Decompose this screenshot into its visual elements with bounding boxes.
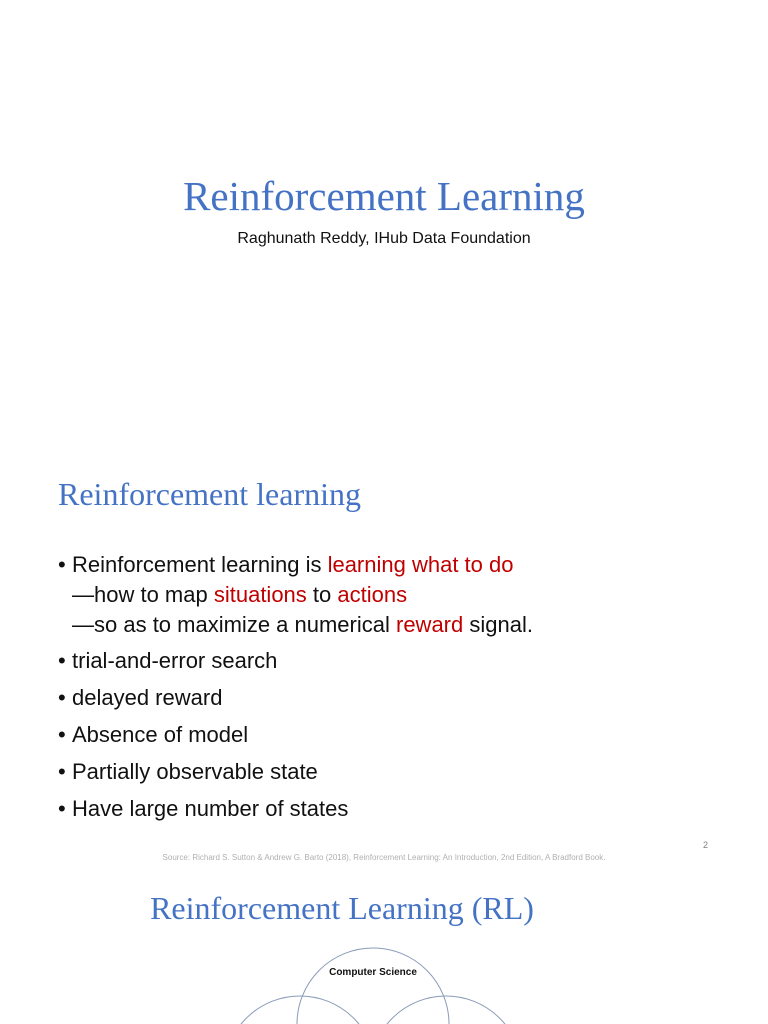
text-run: to [306, 582, 338, 607]
bullet-item-definition [58, 550, 533, 640]
bullet-text: trial-and-error search [72, 648, 278, 673]
bullet-text: Partially observable state [72, 759, 318, 784]
bullet-item [58, 646, 533, 676]
highlight-actions: actions [337, 582, 408, 607]
page-number: 2 [703, 840, 709, 850]
bullet-dot-icon: • [58, 759, 66, 784]
text-run: signal. [463, 612, 533, 637]
highlight-situations: situations [213, 582, 307, 607]
bullet-list [58, 550, 533, 824]
bullet-item [58, 720, 533, 750]
bullet-text: Absence of model [72, 722, 249, 747]
slide-title: Reinforcement Learning (RL) [150, 890, 534, 926]
presentation-subtitle: Raghunath Reddy, IHub Data Foundation [237, 230, 531, 247]
highlight-learning-what-to-do: learning what to do [327, 552, 514, 577]
bullet-item [58, 757, 533, 787]
bullet-dot-icon: • [58, 796, 66, 821]
bullet-dot-icon: • [58, 552, 66, 577]
definition-line-2 [72, 580, 533, 610]
presentation-title: Reinforcement Learning [183, 173, 585, 219]
source-citation: Source: Richard S. Sutton & Andrew G. Barto (2018), Reinforcement Learning: An Introduction, 2nd Edition, A Bradford Book. [162, 853, 606, 862]
venn-circle-computer-science [297, 948, 449, 1024]
text-run: Reinforcement learning is [72, 552, 328, 577]
bullet-item [58, 794, 533, 824]
definition-line-1 [72, 550, 533, 580]
venn-label-computer-science: Computer Science [329, 967, 417, 978]
slide-rl-venn [0, 870, 768, 1024]
bullet-item [58, 683, 533, 713]
bullet-dot-icon: • [58, 648, 66, 673]
bullet-text: delayed reward [72, 685, 223, 710]
venn-diagram [0, 870, 768, 1024]
text-run: —so as to maximize a numerical [72, 612, 396, 637]
venn-circle-right [370, 996, 522, 1024]
text-run: —how to map [72, 582, 214, 607]
bullet-text: Have large number of states [72, 796, 349, 821]
title-slide [0, 0, 768, 440]
bullet-dot-icon: • [58, 685, 66, 710]
slide-reinforcement-learning [0, 440, 768, 870]
highlight-reward: reward [396, 612, 464, 637]
venn-circle-left [224, 996, 376, 1024]
bullet-dot-icon: • [58, 722, 66, 747]
definition-line-3 [72, 610, 533, 640]
slide-title: Reinforcement learning [58, 476, 361, 512]
